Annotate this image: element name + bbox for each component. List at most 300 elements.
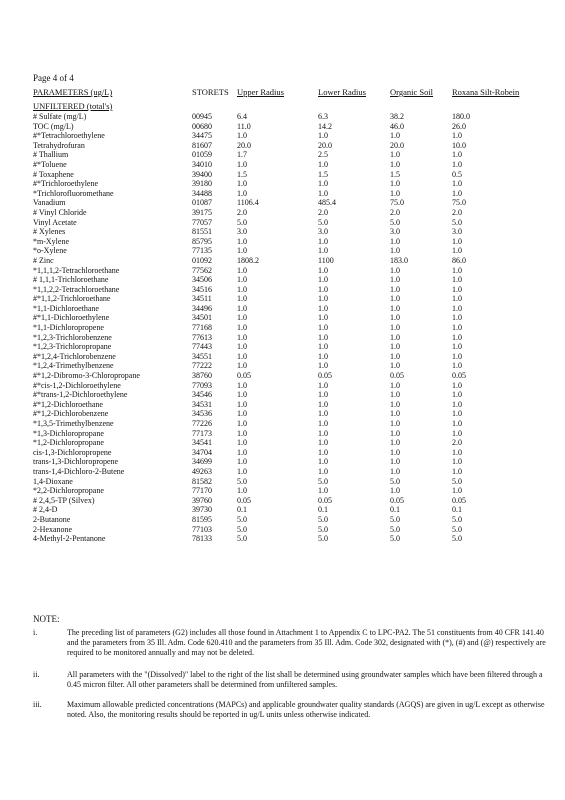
lower-radius-value: 1.0	[318, 428, 328, 438]
parameter-name: #*1,1-Dichloroethylene	[33, 313, 110, 323]
table-row	[0, 381, 565, 391]
lower-radius-value: 1.0	[318, 390, 328, 400]
organic-soil-value: 38.2	[390, 112, 404, 121]
organic-soil-value: 1.0	[390, 419, 400, 428]
storet-code: 77613	[192, 332, 212, 342]
roxana-silt-value: 1.0	[452, 294, 462, 304]
parameter-name: #*1,2-Dichlorobenzene	[33, 409, 109, 419]
storet-code: 34546	[192, 390, 212, 400]
storet-code: 77168	[192, 323, 212, 333]
storet-code: 34496	[192, 303, 212, 313]
upper-radius-value: 1.7	[237, 150, 247, 160]
storet-code: 00945	[192, 112, 212, 121]
lower-radius-value: 5.0	[318, 514, 328, 524]
parameter-name: # 2,4-D	[33, 505, 58, 515]
storet-code: 81595	[192, 514, 212, 524]
table-row	[0, 352, 565, 362]
storet-code: 34699	[192, 457, 212, 467]
upper-radius-value: 1.0	[237, 409, 247, 419]
lower-radius-value: 1.0	[318, 236, 328, 246]
lower-radius-value: 1.0	[318, 284, 328, 294]
lower-radius-value: 1.0	[318, 419, 328, 428]
upper-radius-value: 1.0	[237, 323, 247, 333]
organic-soil-value: 1.0	[390, 323, 400, 333]
roxana-silt-value: 1.0	[452, 313, 462, 323]
lower-radius-value: 2.5	[318, 150, 328, 160]
lower-radius-value: 485.4	[318, 198, 336, 208]
storet-code: 39180	[192, 179, 212, 189]
note-item	[33, 670, 553, 690]
note-item	[33, 700, 553, 720]
parameter-name: *1,1,2,2-Tetrachloroethane	[33, 284, 120, 294]
lower-radius-value: 1.0	[318, 294, 328, 304]
roxana-silt-value: 1.0	[452, 419, 462, 428]
lower-radius-value: 6.3	[318, 112, 328, 121]
storet-code: 49263	[192, 466, 212, 476]
parameter-name: *1,3,5-Trimethylbenzene	[33, 419, 114, 428]
lower-radius-value: 1.0	[318, 466, 328, 476]
table-row	[0, 246, 565, 256]
storet-code: 34010	[192, 159, 212, 169]
storet-code: 77173	[192, 428, 212, 438]
storet-code: 81582	[192, 476, 212, 486]
table-row	[0, 160, 565, 170]
roxana-silt-value: 75.0	[452, 198, 466, 208]
upper-radius-value: 1.0	[237, 380, 247, 390]
organic-soil-value: 1.5	[390, 169, 400, 179]
storet-code: 34511	[192, 294, 212, 304]
roxana-silt-value: 5.0	[452, 524, 462, 534]
lower-radius-value: 1.0	[318, 447, 328, 457]
upper-radius-value: 1.0	[237, 313, 247, 323]
organic-soil-value: 1.0	[390, 159, 400, 169]
upper-radius-value: 1.0	[237, 179, 247, 189]
organic-soil-value: 1.0	[390, 150, 400, 160]
roxana-silt-value: 0.05	[452, 495, 466, 505]
organic-soil-value: 1.0	[390, 332, 400, 342]
upper-radius-value: 11.0	[237, 121, 251, 131]
organic-soil-value: 1.0	[390, 361, 400, 371]
organic-soil-value: 1.0	[390, 275, 400, 285]
organic-soil-value: 5.0	[390, 476, 400, 486]
roxana-silt-value: 1.0	[452, 150, 462, 160]
organic-soil-value: 5.0	[390, 534, 400, 544]
header-upper-radius: Upper Radius	[237, 87, 284, 97]
storet-code: 77443	[192, 342, 212, 352]
table-row	[0, 141, 565, 151]
organic-soil-value: 3.0	[390, 227, 400, 237]
notes-title: NOTE:	[33, 614, 60, 624]
roxana-silt-value: 2.0	[452, 438, 462, 448]
upper-radius-value: 1.0	[237, 246, 247, 256]
parameter-name: #*1,1,2-Trichloroethane	[33, 294, 111, 304]
upper-radius-value: 1.0	[237, 265, 247, 275]
note-item	[33, 628, 553, 658]
table-row	[0, 496, 565, 506]
storet-code: 34488	[192, 188, 212, 198]
parameter-name: #*1,2,4-Trichlorobenzene	[33, 351, 116, 361]
section-label-unfiltered: UNFILTERED (total's)	[33, 101, 113, 111]
upper-radius-value: 1.0	[237, 332, 247, 342]
lower-radius-value: 0.05	[318, 371, 332, 381]
table-row	[0, 237, 565, 247]
roxana-silt-value: 5.0	[452, 514, 462, 524]
storet-code: 85795	[192, 236, 212, 246]
upper-radius-value: 1.0	[237, 303, 247, 313]
upper-radius-value: 5.0	[237, 524, 247, 534]
table-row	[0, 198, 565, 208]
lower-radius-value: 1.0	[318, 380, 328, 390]
lower-radius-value: 14.2	[318, 121, 332, 131]
table-row	[0, 477, 565, 487]
parameter-name: *1,1,1,2-Tetrachloroethane	[33, 265, 120, 275]
lower-radius-value: 2.0	[318, 207, 328, 217]
parameter-name: # Zinc	[33, 255, 54, 265]
roxana-silt-value: 5.0	[452, 217, 462, 227]
upper-radius-value: 1.0	[237, 457, 247, 467]
roxana-silt-value: 1.0	[452, 361, 462, 371]
table-row	[0, 515, 565, 525]
roxana-silt-value: 0.5	[452, 169, 462, 179]
storet-code: 77222	[192, 361, 212, 371]
table-row	[0, 342, 565, 352]
organic-soil-value: 1.0	[390, 179, 400, 189]
storet-code: 34536	[192, 409, 212, 419]
parameter-name: trans-1,3-Dichloropropene	[33, 457, 119, 467]
table-row	[0, 256, 565, 266]
upper-radius-value: 1.0	[237, 361, 247, 371]
roxana-silt-value: 1.0	[452, 351, 462, 361]
lower-radius-value: 1100	[318, 255, 334, 265]
organic-soil-value: 0.05	[390, 495, 404, 505]
organic-soil-value: 1.0	[390, 303, 400, 313]
parameter-name: # 1,1,1-Trichloroethane	[33, 275, 109, 285]
roxana-silt-value: 1.0	[452, 179, 462, 189]
upper-radius-value: 1.0	[237, 419, 247, 428]
table-row	[0, 457, 565, 467]
parameter-name: Tetrahydrofuran	[33, 140, 85, 150]
header-parameters: PARAMETERS (ug/L)	[33, 87, 113, 97]
parameter-name: *2,2-Dichloropropane	[33, 486, 104, 496]
storet-code: 77057	[192, 217, 212, 227]
upper-radius-value: 1.0	[237, 428, 247, 438]
upper-radius-value: 1.0	[237, 236, 247, 246]
upper-radius-value: 3.0	[237, 227, 247, 237]
header-roxana-silt: Roxana Silt-Robein	[452, 87, 520, 97]
table-row	[0, 333, 565, 343]
table-row	[0, 150, 565, 160]
organic-soil-value: 5.0	[390, 514, 400, 524]
upper-radius-value: 1808.2	[237, 255, 259, 265]
upper-radius-value: 1106.4	[237, 198, 259, 208]
organic-soil-value: 183.0	[390, 255, 408, 265]
storet-code: 01092	[192, 255, 212, 265]
roxana-silt-value: 5.0	[452, 476, 462, 486]
lower-radius-value: 0.05	[318, 495, 332, 505]
lower-radius-value: 0.1	[318, 505, 328, 515]
organic-soil-value: 1.0	[390, 188, 400, 198]
organic-soil-value: 1.0	[390, 447, 400, 457]
upper-radius-value: 1.0	[237, 275, 247, 285]
organic-soil-value: 2.0	[390, 207, 400, 217]
upper-radius-value: 0.1	[237, 505, 247, 515]
roxana-silt-value: 1.0	[452, 447, 462, 457]
table-row	[0, 323, 565, 333]
upper-radius-value: 1.0	[237, 294, 247, 304]
lower-radius-value: 1.0	[318, 351, 328, 361]
parameter-name: 2-Hexanone	[33, 524, 73, 534]
upper-radius-value: 5.0	[237, 217, 247, 227]
organic-soil-value: 75.0	[390, 198, 404, 208]
upper-radius-value: 5.0	[237, 534, 247, 544]
parameter-name: *1,2-Dichloropropane	[33, 438, 104, 448]
note-text: Maximum allowable predicted concentrations (MAPCs) and applicable groundwater quality standards (AGQS) are given in ug/L except as otherwise noted. Also, the monitoring results should be reported in ug/L units unless otherwise indicated.	[67, 700, 545, 719]
storet-code: 77562	[192, 265, 212, 275]
upper-radius-value: 1.0	[237, 486, 247, 496]
organic-soil-value: 1.0	[390, 428, 400, 438]
upper-radius-value: 0.05	[237, 371, 251, 381]
parameter-name: *Trichlorofluoromethane	[33, 188, 114, 198]
upper-radius-value: 1.0	[237, 447, 247, 457]
storet-code: 77135	[192, 246, 212, 256]
organic-soil-value: 1.0	[390, 399, 400, 409]
organic-soil-value: 1.0	[390, 486, 400, 496]
parameter-name: # Thallium	[33, 150, 69, 160]
organic-soil-value: 46.0	[390, 121, 404, 131]
parameter-name: trans-1,4-Dichloro-2-Butene	[33, 466, 125, 476]
storet-code: 34704	[192, 447, 212, 457]
table-row	[0, 208, 565, 218]
table-row	[0, 486, 565, 496]
parameter-name: #*Toluene	[33, 159, 67, 169]
roxana-silt-value: 1.0	[452, 332, 462, 342]
table-row	[0, 218, 565, 228]
storet-code: 39760	[192, 495, 212, 505]
storet-code: 01059	[192, 150, 212, 160]
organic-soil-value: 1.0	[390, 390, 400, 400]
parameter-name: #*Trichloroethylene	[33, 179, 99, 189]
roxana-silt-value: 1.0	[452, 284, 462, 294]
lower-radius-value: 1.0	[318, 438, 328, 448]
lower-radius-value: 1.0	[318, 486, 328, 496]
organic-soil-value: 0.1	[390, 505, 400, 515]
storet-code: 34516	[192, 284, 212, 294]
roxana-silt-value: 1.0	[452, 131, 462, 141]
lower-radius-value: 1.0	[318, 409, 328, 419]
table-row	[0, 429, 565, 439]
parameter-name: # Xylenes	[33, 227, 66, 237]
upper-radius-value: 1.0	[237, 466, 247, 476]
storet-code: 01087	[192, 198, 212, 208]
lower-radius-value: 1.0	[318, 265, 328, 275]
lower-radius-value: 5.0	[318, 524, 328, 534]
note-marker: i.	[33, 628, 38, 637]
lower-radius-value: 1.0	[318, 361, 328, 371]
table-row	[0, 131, 565, 141]
storet-code: 34506	[192, 275, 212, 285]
table-row	[0, 304, 565, 314]
storet-code: 34531	[192, 399, 212, 409]
table-row	[0, 275, 565, 285]
parameter-table	[0, 112, 565, 544]
lower-radius-value: 1.0	[318, 303, 328, 313]
roxana-silt-value: 1.0	[452, 303, 462, 313]
upper-radius-value: 6.4	[237, 112, 247, 121]
upper-radius-value: 5.0	[237, 514, 247, 524]
organic-soil-value: 5.0	[390, 217, 400, 227]
parameter-name: *1,3-Dichloropropane	[33, 428, 104, 438]
lower-radius-value: 1.0	[318, 342, 328, 352]
upper-radius-value: 1.5	[237, 169, 247, 179]
parameter-name: #*1,2-Dibromo-3-Chloropropane	[33, 371, 140, 381]
parameter-name: *1,1-Dichloroethane	[33, 303, 99, 313]
table-row	[0, 361, 565, 371]
roxana-silt-value: 1.0	[452, 236, 462, 246]
parameter-name: *m-Xylene	[33, 236, 69, 246]
storet-code: 00680	[192, 121, 212, 131]
parameter-name: 1,4-Dioxane	[33, 476, 73, 486]
lower-radius-value: 5.0	[318, 476, 328, 486]
lower-radius-value: 1.0	[318, 131, 328, 141]
parameter-name: 2-Butanone	[33, 514, 71, 524]
lower-radius-value: 3.0	[318, 227, 328, 237]
parameter-name: # Vinyl Chloride	[33, 207, 87, 217]
lower-radius-value: 1.0	[318, 313, 328, 323]
storet-code: 38760	[192, 371, 212, 381]
parameter-name: 4-Methyl-2-Pentanone	[33, 534, 106, 544]
lower-radius-value: 1.0	[318, 159, 328, 169]
table-row	[0, 170, 565, 180]
note-text: The preceding list of parameters (G2) includes all those found in Attachment 1 to Appendix C to LPC-PA2. The 51 constituents from 40 CFR 141.40 and the parameters from 35 Ill. Adm. Code 620.410 and the parameters from 35 Ill. Adm. Code 302, designated with (*), (#) and (@) respectively are required to be monitored annually and may not be deleted.	[67, 628, 546, 657]
roxana-silt-value: 1.0	[452, 342, 462, 352]
parameter-name: # Sulfate (mg/L)	[33, 112, 87, 121]
storet-code: 77093	[192, 380, 212, 390]
roxana-silt-value: 1.0	[452, 466, 462, 476]
table-row	[0, 505, 565, 515]
storet-code: 34541	[192, 438, 212, 448]
storet-code: 77103	[192, 524, 212, 534]
note-marker: iii.	[33, 700, 42, 709]
lower-radius-value: 1.0	[318, 179, 328, 189]
table-row	[0, 371, 565, 381]
header-organic-soil: Organic Soil	[390, 87, 434, 97]
storet-code: 39175	[192, 207, 212, 217]
roxana-silt-value: 1.0	[452, 323, 462, 333]
lower-radius-value: 1.0	[318, 246, 328, 256]
parameter-name: #*Tetrachloroethylene	[33, 131, 105, 141]
roxana-silt-value: 10.0	[452, 140, 466, 150]
organic-soil-value: 1.0	[390, 466, 400, 476]
parameter-name: *1,2,3-Trichlorobenzene	[33, 332, 112, 342]
table-row	[0, 419, 565, 429]
roxana-silt-value: 1.0	[452, 428, 462, 438]
upper-radius-value: 20.0	[237, 140, 251, 150]
roxana-silt-value: 2.0	[452, 207, 462, 217]
roxana-silt-value: 1.0	[452, 486, 462, 496]
parameter-name: *1,2,3-Trichloropropane	[33, 342, 112, 352]
roxana-silt-value: 1.0	[452, 188, 462, 198]
parameter-name: cis-1,3-Dichloropropene	[33, 447, 112, 457]
storet-code: 81607	[192, 140, 212, 150]
table-row	[0, 112, 565, 122]
storet-code: 34551	[192, 351, 212, 361]
organic-soil-value: 1.0	[390, 265, 400, 275]
parameter-name: Vanadium	[33, 198, 66, 208]
storet-code: 34475	[192, 131, 212, 141]
roxana-silt-value: 3.0	[452, 227, 462, 237]
organic-soil-value: 1.0	[390, 438, 400, 448]
upper-radius-value: 1.0	[237, 342, 247, 352]
parameter-name: TOC (mg/L)	[33, 121, 74, 131]
organic-soil-value: 1.0	[390, 380, 400, 390]
lower-radius-value: 1.0	[318, 457, 328, 467]
organic-soil-value: 1.0	[390, 409, 400, 419]
parameter-name: # 2,4,5-TP (Silvex)	[33, 495, 95, 505]
parameter-name: # Toxaphene	[33, 169, 74, 179]
roxana-silt-value: 0.05	[452, 371, 466, 381]
organic-soil-value: 1.0	[390, 284, 400, 294]
organic-soil-value: 20.0	[390, 140, 404, 150]
roxana-silt-value: 86.0	[452, 255, 466, 265]
header-storets: STORETS	[192, 87, 229, 97]
organic-soil-value: 1.0	[390, 457, 400, 467]
organic-soil-value: 5.0	[390, 524, 400, 534]
upper-radius-value: 1.0	[237, 131, 247, 141]
organic-soil-value: 1.0	[390, 131, 400, 141]
table-row	[0, 400, 565, 410]
table-row	[0, 189, 565, 199]
roxana-silt-value: 1.0	[452, 390, 462, 400]
upper-radius-value: 0.05	[237, 495, 251, 505]
roxana-silt-value: 1.0	[452, 380, 462, 390]
lower-radius-value: 1.0	[318, 399, 328, 409]
roxana-silt-value: 5.0	[452, 534, 462, 544]
parameter-name: *1,1-Dichloropropene	[33, 323, 104, 333]
header-lower-radius: Lower Radius	[318, 87, 366, 97]
note-text: All parameters with the "(Dissolved)" label to the right of the list shall be determined using groundwater samples which have been filtered through a 0.45 micron filter. All other parameters shall be determined from unfiltered samples.	[67, 670, 543, 689]
storet-code: 77226	[192, 419, 212, 428]
table-row	[0, 285, 565, 295]
roxana-silt-value: 1.0	[452, 246, 462, 256]
storet-code: 34501	[192, 313, 212, 323]
lower-radius-value: 20.0	[318, 140, 332, 150]
roxana-silt-value: 1.0	[452, 457, 462, 467]
roxana-silt-value: 1.0	[452, 275, 462, 285]
storet-code: 39400	[192, 169, 212, 179]
roxana-silt-value: 1.0	[452, 159, 462, 169]
table-row	[0, 227, 565, 237]
roxana-silt-value: 0.1	[452, 505, 462, 515]
lower-radius-value: 1.0	[318, 275, 328, 285]
roxana-silt-value: 180.0	[452, 112, 470, 121]
table-row	[0, 390, 565, 400]
table-row	[0, 294, 565, 304]
table-row	[0, 438, 565, 448]
roxana-silt-value: 1.0	[452, 265, 462, 275]
organic-soil-value: 0.05	[390, 371, 404, 381]
table-row	[0, 313, 565, 323]
table-row	[0, 467, 565, 477]
lower-radius-value: 5.0	[318, 217, 328, 227]
storet-code: 77170	[192, 486, 212, 496]
lower-radius-value: 1.0	[318, 188, 328, 198]
organic-soil-value: 1.0	[390, 351, 400, 361]
table-row	[0, 525, 565, 535]
upper-radius-value: 1.0	[237, 284, 247, 294]
upper-radius-value: 1.0	[237, 399, 247, 409]
parameter-name: *1,2,4-Trimethylbenzene	[33, 361, 114, 371]
lower-radius-value: 5.0	[318, 534, 328, 544]
